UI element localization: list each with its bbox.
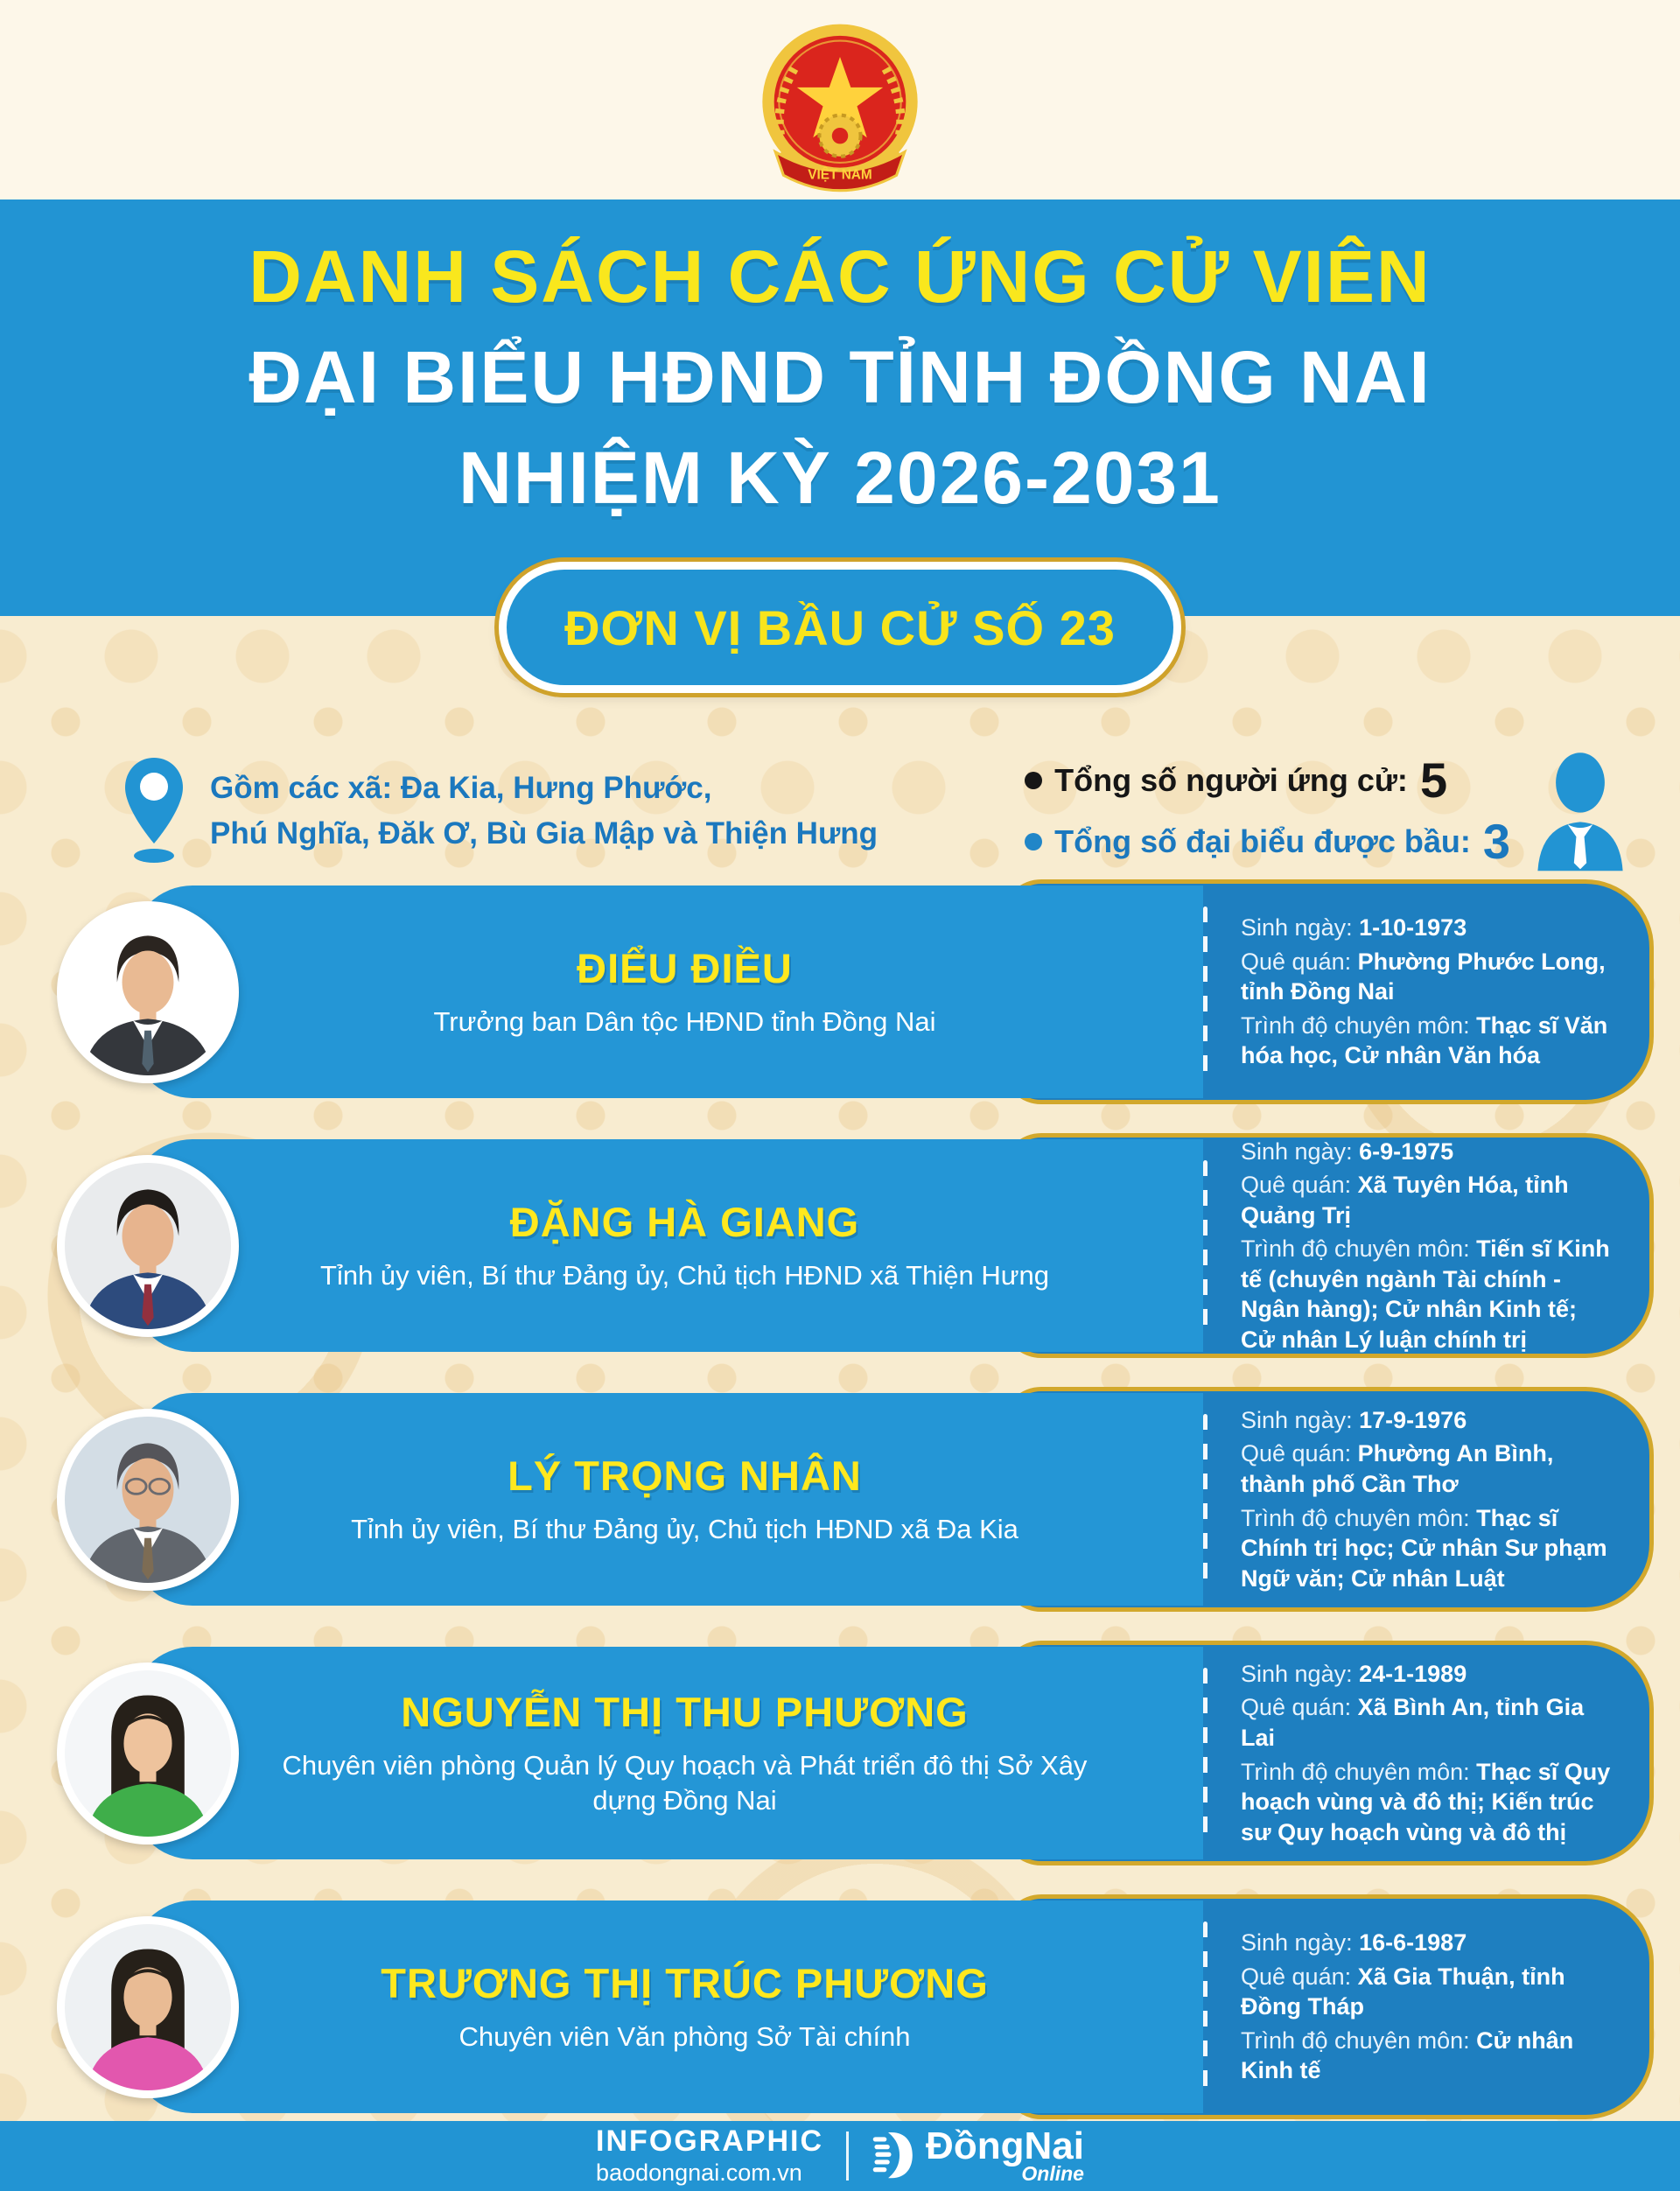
detail-hometown: Quê quán: Xã Gia Thuận, tỉnh Đồng Tháp — [1241, 1963, 1565, 2020]
candidate-name: NGUYỄN THỊ THU PHƯƠNG — [401, 1688, 969, 1735]
detail-qualification: Trình độ chuyên môn: Thạc sĩ Quy hoạch vùng và đô thị; Kiến trúc sư Quy hoạch vùng và đô thị — [1241, 1758, 1611, 1845]
stat-value: 3 — [1482, 814, 1510, 869]
avatar-icon — [65, 1417, 231, 1583]
stat-label: Tổng số người ứng cử: — [1054, 762, 1408, 798]
logo-sub: Online — [1021, 2161, 1084, 2185]
communes-text — [210, 766, 878, 858]
detail-birth: Sinh ngày: 16-6-1987 — [1241, 1929, 1467, 1956]
avatar-icon — [65, 909, 231, 1075]
candidate-photo — [57, 901, 239, 1083]
candidate-position: Trưởng ban Dân tộc HĐND tỉnh Đồng Nai — [433, 1005, 936, 1037]
bullet-icon — [1025, 772, 1042, 789]
candidate-name: ĐIỂU ĐIỀU — [577, 944, 793, 991]
candidate-card — [57, 886, 1654, 1098]
stat-total-candidates — [1025, 752, 1510, 808]
detail-birth: Sinh ngày: 17-9-1976 — [1241, 1406, 1467, 1433]
location-pin-icon — [122, 754, 186, 869]
footer — [0, 2121, 1680, 2191]
detail-hometown: Quê quán: Xã Tuyên Hóa, tỉnh Quảng Trị — [1241, 1172, 1569, 1228]
avatar-icon — [65, 1163, 231, 1329]
candidate-card — [57, 1900, 1654, 2113]
candidate-card — [57, 1139, 1654, 1352]
candidate-name: TRƯƠNG THỊ TRÚC PHƯƠNG — [381, 1959, 989, 2006]
candidate-name-bar — [131, 1647, 1203, 1859]
candidate-name: LÝ TRỌNG NHÂN — [508, 1452, 862, 1499]
detail-birth: Sinh ngày: 6-9-1975 — [1241, 1138, 1454, 1165]
title-line-1: DANH SÁCH CÁC ỨNG CỬ VIÊN — [248, 235, 1432, 318]
communes-line-2: Phú Nghĩa, Đăk Ơ, Bù Gia Mập và Thiện Hưng — [210, 816, 878, 850]
detail-birth: Sinh ngày: 1-10-1973 — [1241, 914, 1467, 942]
vietnam-emblem-icon — [746, 21, 934, 205]
stat-value: 5 — [1419, 752, 1448, 808]
infographic-label: INFOGRAPHIC — [596, 2124, 824, 2159]
info-section — [122, 737, 1628, 886]
website-label: baodongnai.com.vn — [596, 2159, 802, 2186]
logo-name: ĐồngNai — [926, 2124, 1084, 2168]
candidate-name-bar — [131, 1393, 1203, 1606]
candidate-list — [57, 886, 1654, 2154]
detail-hometown: Quê quán: Phường An Bình, thành phố Cần Thơ — [1241, 1440, 1554, 1497]
voter-person-icon — [1533, 747, 1628, 876]
detail-qualification: Trình độ chuyên môn: Thạc sĩ Văn hóa học, Cử nhân Văn hóa — [1241, 1012, 1608, 1069]
candidate-position: Chuyên viên Văn phòng Sở Tài chính — [458, 2020, 911, 2052]
detail-birth: Sinh ngày: 24-1-1989 — [1241, 1660, 1467, 1687]
stat-total-elected — [1025, 814, 1510, 869]
candidate-name-bar — [131, 886, 1203, 1098]
candidate-photo — [57, 1409, 239, 1591]
candidate-name: ĐẶNG HÀ GIANG — [509, 1198, 860, 1245]
dongnai-logo — [872, 2124, 1084, 2185]
candidate-photo — [57, 1155, 239, 1337]
candidate-photo — [57, 1662, 239, 1844]
candidate-position: Tỉnh ủy viên, Bí thư Đảng ủy, Chủ tịch HĐND xã Thiện Hưng — [320, 1259, 1049, 1291]
detail-qualification: Trình độ chuyên môn: Thạc sĩ Chính trị học; Cử nhân Sư phạm Ngữ văn; Cử nhân Luật — [1241, 1504, 1607, 1592]
candidate-name-bar — [131, 1900, 1203, 2113]
detail-qualification: Trình độ chuyên môn: Tiến sĩ Kinh tế (chuyên ngành Tài chính - Ngân hàng); Cử nhân Kinh tế; Cử nhân Lý luận chính trị — [1241, 1236, 1610, 1353]
avatar-icon — [65, 1670, 231, 1837]
candidate-name-bar — [131, 1139, 1203, 1352]
candidate-card — [57, 1647, 1654, 1859]
detail-qualification: Trình độ chuyên môn: Cử nhân Kinh tế — [1241, 2026, 1574, 2084]
election-unit-label: ĐƠN VỊ BẦU CỬ SỐ 23 — [564, 599, 1116, 655]
candidate-card — [57, 1393, 1654, 1606]
detail-hometown: Quê quán: Xã Bình An, tỉnh Gia Lai — [1241, 1694, 1585, 1751]
stats-block — [1025, 752, 1510, 869]
title-line-2: ĐẠI BIỂU HĐND TỈNH ĐỒNG NAI — [248, 336, 1432, 418]
candidate-position: Tỉnh ủy viên, Bí thư Đảng ủy, Chủ tịch HĐND xã Đa Kia — [351, 1513, 1018, 1544]
candidate-photo — [57, 1916, 239, 2098]
title-line-3: NHIỆM KỲ 2026-2031 — [458, 437, 1222, 519]
candidate-position: Chuyên viên phòng Quản lý Quy hoạch và Phát triển đô thị Sở Xây dựng Đồng Nai — [282, 1749, 1088, 1816]
detail-hometown: Quê quán: Phường Phước Long, tỉnh Đồng Nai — [1241, 948, 1606, 1005]
communes-line-1: Gồm các xã: Đa Kia, Hưng Phước, — [210, 770, 712, 805]
title-band — [0, 200, 1680, 616]
bullet-icon — [1025, 833, 1042, 850]
stat-label: Tổng số đại biểu được bầu: — [1054, 823, 1471, 859]
election-unit-badge — [499, 562, 1181, 693]
footer-brand — [596, 2125, 823, 2187]
svg-text:VIỆT NAM: VIỆT NAM — [808, 167, 872, 183]
dongnai-logo-icon — [872, 2129, 917, 2183]
avatar-icon — [65, 1924, 231, 2090]
footer-divider — [846, 2132, 849, 2180]
